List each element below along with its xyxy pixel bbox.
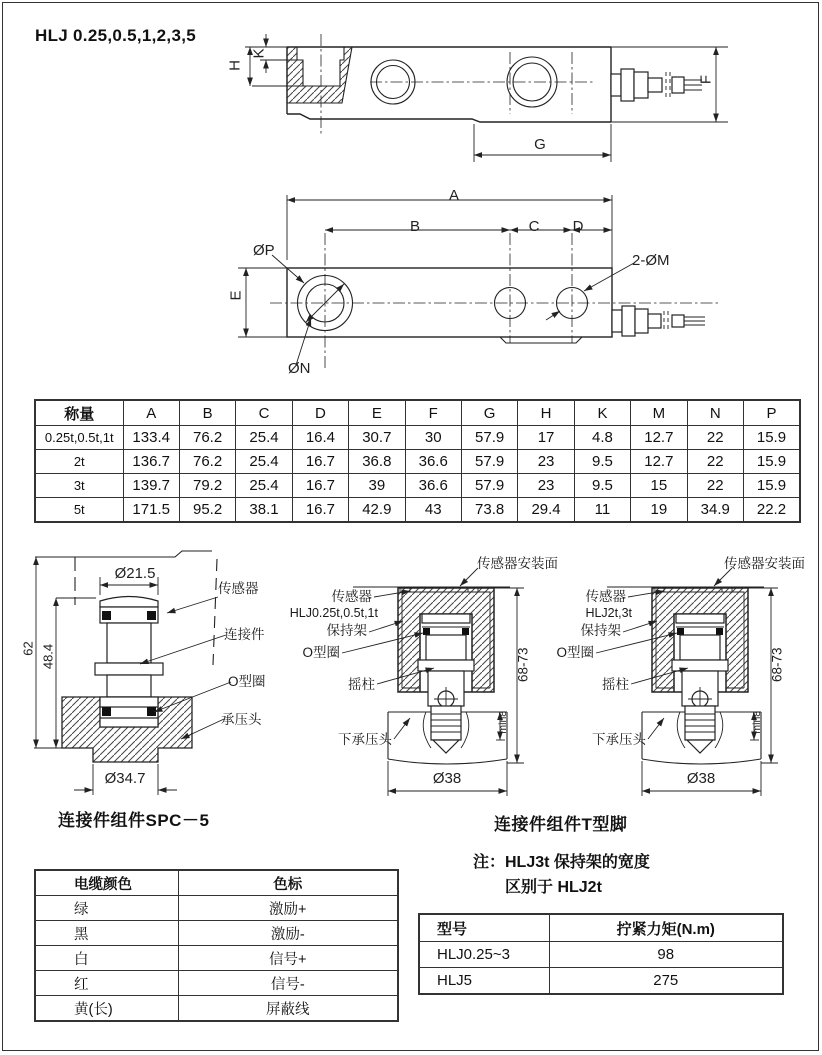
table-cell: 36.6 bbox=[405, 474, 461, 498]
column-header: D bbox=[292, 400, 348, 426]
table-cell: 36.8 bbox=[349, 450, 405, 474]
table-cell: HLJ5 bbox=[419, 968, 549, 995]
table-cell: 0.25t,0.5t,1t bbox=[35, 426, 123, 450]
column-header: A bbox=[123, 400, 179, 426]
tfoot-right-model: HLJ2t,3t bbox=[585, 606, 632, 620]
dim-label-f: F bbox=[697, 74, 715, 85]
tfoot-right-label-mount: 传感器安装面 bbox=[724, 556, 805, 571]
column-header: E bbox=[349, 400, 405, 426]
table-row bbox=[35, 426, 800, 450]
column-header: N bbox=[687, 400, 743, 426]
table-row bbox=[35, 450, 800, 474]
table-cell: 22 bbox=[687, 426, 743, 450]
table-cell: 133.4 bbox=[123, 426, 179, 450]
spc5-label-sensor: 传感器 bbox=[218, 581, 259, 596]
table-cell: 57.9 bbox=[461, 474, 517, 498]
column-header: 电缆颜色 bbox=[35, 870, 178, 896]
table-cell: 4.8 bbox=[574, 426, 630, 450]
column-header: C bbox=[236, 400, 292, 426]
table-cell: 57.9 bbox=[461, 426, 517, 450]
table-cell: 23 bbox=[518, 474, 574, 498]
table-cell: 信号+ bbox=[178, 946, 398, 971]
column-header: 色标 bbox=[178, 870, 398, 896]
table-cell: 2t bbox=[35, 450, 123, 474]
spc5-dim-62: 62 bbox=[20, 641, 36, 656]
table-cell: 15 bbox=[631, 474, 687, 498]
table-cell: 9.5 bbox=[574, 450, 630, 474]
header-row bbox=[419, 914, 783, 942]
spc5-caption: 连接件组件SPC－5 bbox=[58, 811, 210, 830]
dimension-table bbox=[34, 399, 801, 523]
tfoot-mid-dim-h: 68-73 bbox=[515, 647, 531, 683]
table-cell: 34.9 bbox=[687, 498, 743, 523]
spc5-dim-bottom: Ø34.7 bbox=[104, 770, 146, 787]
table-cell: 15.9 bbox=[743, 450, 800, 474]
tfoot-right-dim-min: min8 bbox=[750, 710, 763, 734]
page-title: HLJ 0.25,0.5,1,2,3,5 bbox=[35, 26, 196, 45]
section-hatch bbox=[287, 47, 352, 103]
top-view-drawing bbox=[200, 185, 770, 395]
table-cell: 95.2 bbox=[179, 498, 235, 523]
dim-label-n: ØN bbox=[288, 360, 311, 377]
table-cell: 绿 bbox=[35, 896, 178, 921]
tfoot-right-label-sensor: 传感器 bbox=[585, 589, 626, 604]
table-cell: 25.4 bbox=[236, 450, 292, 474]
table-cell: 17 bbox=[518, 426, 574, 450]
column-header: B bbox=[179, 400, 235, 426]
table-cell: 22 bbox=[687, 474, 743, 498]
spc5-label-oring: O型圈 bbox=[228, 674, 266, 689]
table-cell: 23 bbox=[518, 450, 574, 474]
table-cell: 15.9 bbox=[743, 474, 800, 498]
dim-label-k: K bbox=[250, 48, 268, 59]
column-header: 型号 bbox=[419, 914, 549, 942]
tfoot-caption: 连接件组件T型脚 bbox=[494, 815, 628, 834]
tfoot-mid-label-sensor: 传感器 bbox=[331, 589, 372, 604]
table-row bbox=[35, 498, 800, 523]
tfoot-mid-label-mount: 传感器安装面 bbox=[477, 556, 558, 571]
note-line-1: 注：HLJ3t 保持架的宽度 bbox=[473, 854, 650, 871]
table-cell: 57.9 bbox=[461, 450, 517, 474]
table-cell: 39 bbox=[349, 474, 405, 498]
table-cell: 19 bbox=[631, 498, 687, 523]
table-cell: 信号- bbox=[178, 971, 398, 996]
table-row bbox=[35, 474, 800, 498]
table-cell: 43 bbox=[405, 498, 461, 523]
column-header: P bbox=[743, 400, 800, 426]
dim-label-d: D bbox=[572, 218, 584, 235]
table-row bbox=[35, 896, 398, 921]
wires bbox=[684, 317, 705, 325]
tfoot-mid-dim-dia: Ø38 bbox=[432, 770, 462, 787]
dim-label-m: 2-ØM bbox=[632, 252, 670, 269]
note-line-2: 区别于 HLJ2t bbox=[505, 879, 602, 896]
tfoot-mid-dim-min: min8 bbox=[496, 710, 509, 734]
table-cell: 黄(长) bbox=[35, 996, 178, 1022]
table-row bbox=[35, 946, 398, 971]
table-cell: 76.2 bbox=[179, 450, 235, 474]
spc5-label-connector: 连接件 bbox=[224, 627, 265, 642]
column-header: G bbox=[461, 400, 517, 426]
cable-gland-top bbox=[612, 306, 705, 336]
table-cell: 15.9 bbox=[743, 426, 800, 450]
table-cell: 29.4 bbox=[518, 498, 574, 523]
table-cell: 屏蔽线 bbox=[178, 996, 398, 1022]
table-cell: 激励+ bbox=[178, 896, 398, 921]
spc5-dim-48: 48.4 bbox=[40, 643, 56, 670]
table-cell: 12.7 bbox=[631, 426, 687, 450]
table-cell: 22 bbox=[687, 450, 743, 474]
table-cell: 16.7 bbox=[292, 474, 348, 498]
table-cell: 11 bbox=[574, 498, 630, 523]
tfoot-right-label-cage: 保持架 bbox=[580, 623, 621, 638]
table-cell: 98 bbox=[549, 942, 783, 968]
dim-label-c: C bbox=[528, 218, 540, 235]
table-cell: 38.1 bbox=[236, 498, 292, 523]
spc5-dim-top: Ø21.5 bbox=[114, 565, 156, 582]
table-cell: 22.2 bbox=[743, 498, 800, 523]
table-row bbox=[35, 971, 398, 996]
dim-label-p: ØP bbox=[253, 242, 275, 259]
column-header: F bbox=[405, 400, 461, 426]
header-row bbox=[35, 400, 800, 426]
column-header: 拧紧力矩(N.m) bbox=[549, 914, 783, 942]
table-cell: 30.7 bbox=[349, 426, 405, 450]
table-cell: 12.7 bbox=[631, 450, 687, 474]
table-cell: 73.8 bbox=[461, 498, 517, 523]
dim-label-h: H bbox=[226, 60, 244, 71]
tfoot-mid-label-cage: 保持架 bbox=[326, 623, 367, 638]
table-cell: 36.6 bbox=[405, 450, 461, 474]
cable-color-table bbox=[34, 869, 399, 1022]
table-cell: 红 bbox=[35, 971, 178, 996]
table-cell: 9.5 bbox=[574, 474, 630, 498]
tfoot-right-dim-h: 68-73 bbox=[769, 647, 785, 683]
table-cell: 5t bbox=[35, 498, 123, 523]
table-cell: 171.5 bbox=[123, 498, 179, 523]
torque-table bbox=[418, 913, 784, 995]
table-row bbox=[419, 968, 783, 995]
tfoot-right-label-pillar: 摇柱 bbox=[602, 677, 629, 692]
spc5-label-bearing: 承压头 bbox=[221, 712, 262, 727]
cable-gland-side bbox=[611, 69, 702, 101]
table-cell: 25.4 bbox=[236, 474, 292, 498]
table-cell: 白 bbox=[35, 946, 178, 971]
tfoot-mid-label-pillar: 摇柱 bbox=[348, 677, 375, 692]
column-header: 称量 bbox=[35, 400, 123, 426]
table-cell: 42.9 bbox=[349, 498, 405, 523]
dim-label-b: B bbox=[409, 218, 420, 235]
table-cell: 16.7 bbox=[292, 498, 348, 523]
table-row bbox=[35, 921, 398, 946]
column-header: M bbox=[631, 400, 687, 426]
table-row bbox=[419, 942, 783, 968]
dim-label-e: E bbox=[227, 290, 245, 301]
tfoot-right-dim-dia: Ø38 bbox=[686, 770, 716, 787]
table-cell: 139.7 bbox=[123, 474, 179, 498]
table-cell: 16.4 bbox=[292, 426, 348, 450]
table-row bbox=[35, 996, 398, 1022]
table-cell: 79.2 bbox=[179, 474, 235, 498]
table-cell: 30 bbox=[405, 426, 461, 450]
table-cell: 76.2 bbox=[179, 426, 235, 450]
table-cell: 激励- bbox=[178, 921, 398, 946]
tfoot-mid-model: HLJ0.25t,0.5t,1t bbox=[289, 606, 378, 620]
table-cell: 275 bbox=[549, 968, 783, 995]
dim-label-g: G bbox=[534, 136, 546, 153]
header-row bbox=[35, 870, 398, 896]
column-header: H bbox=[518, 400, 574, 426]
table-cell: 黑 bbox=[35, 921, 178, 946]
tfoot-mid-label-lower: 下承压头 bbox=[338, 732, 392, 747]
table-cell: 3t bbox=[35, 474, 123, 498]
dim-label-a: A bbox=[448, 187, 459, 204]
table-cell: 136.7 bbox=[123, 450, 179, 474]
table-cell: HLJ0.25~3 bbox=[419, 942, 549, 968]
connector bbox=[95, 597, 163, 698]
table-cell: 25.4 bbox=[236, 426, 292, 450]
tfoot-mid-label-oring: O型圈 bbox=[302, 645, 340, 660]
tfoot-drawing bbox=[300, 550, 820, 802]
tfoot-right-label-lower: 下承压头 bbox=[592, 732, 646, 747]
column-header: K bbox=[574, 400, 630, 426]
tfoot-right-label-oring: O型圈 bbox=[556, 645, 594, 660]
table-cell: 16.7 bbox=[292, 450, 348, 474]
spc5-drawing bbox=[30, 545, 320, 807]
side-view-drawing bbox=[226, 22, 770, 174]
